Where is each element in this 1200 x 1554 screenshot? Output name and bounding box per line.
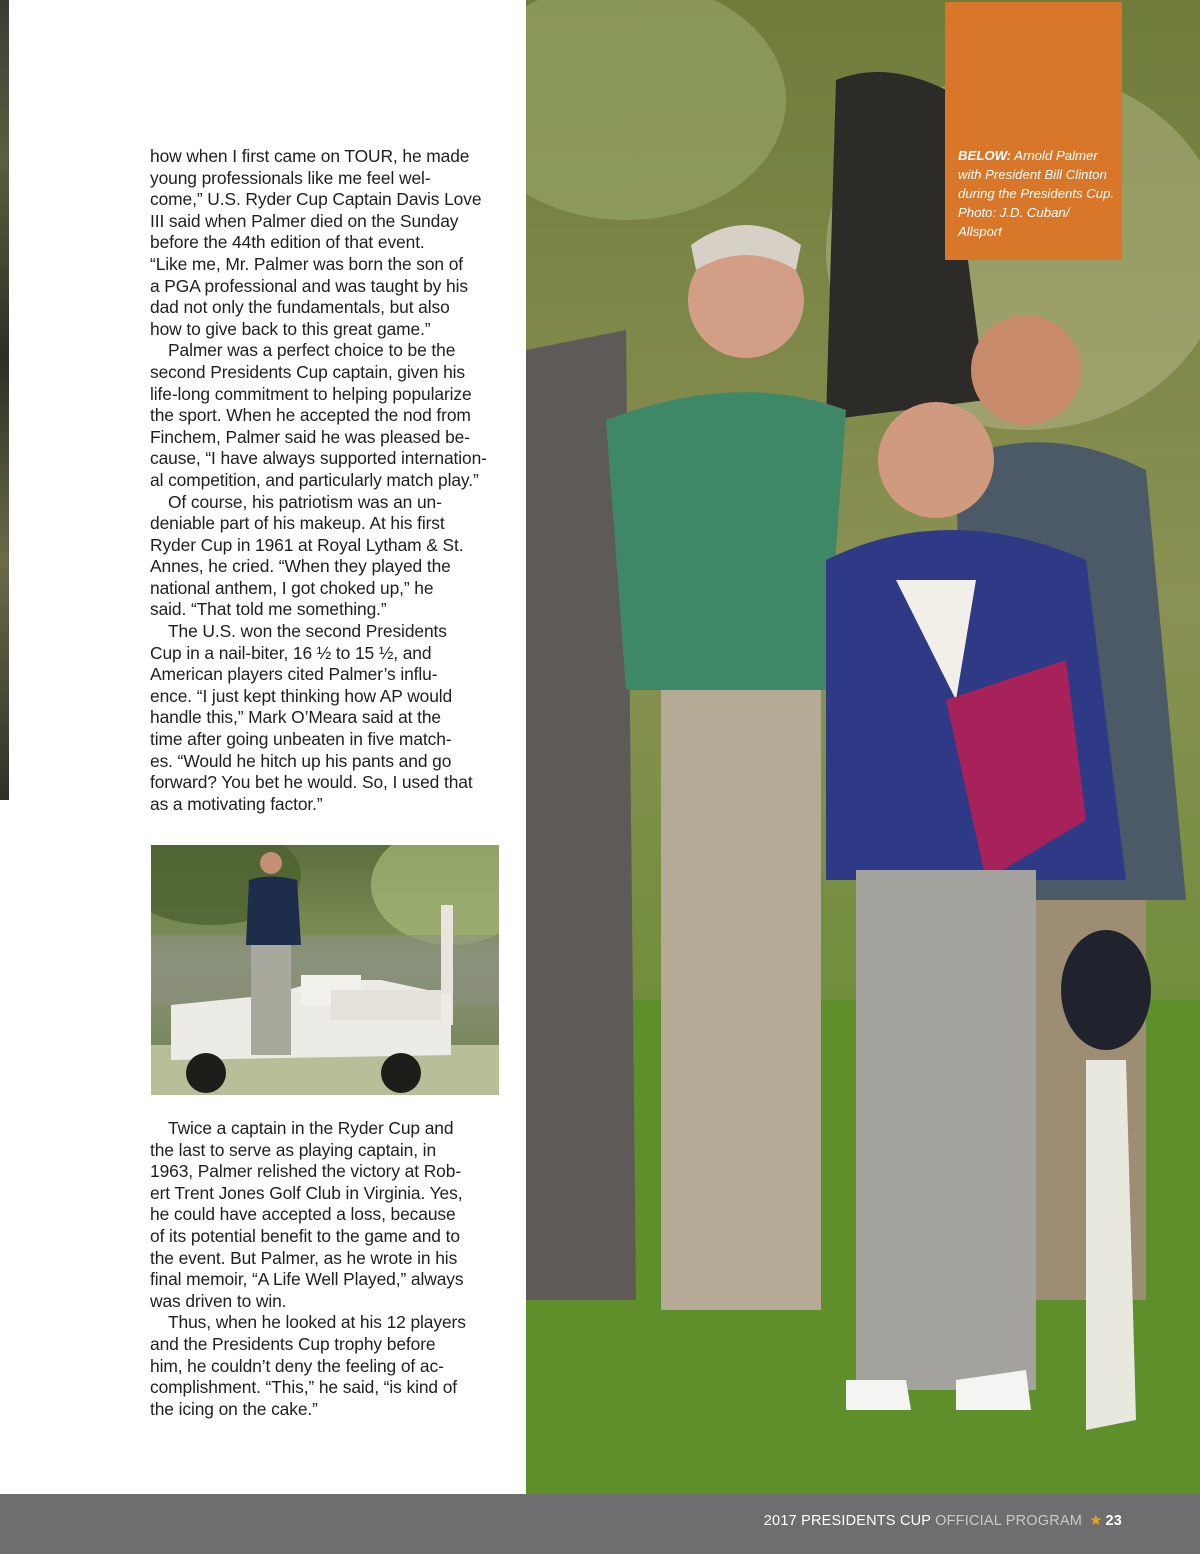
article-paragraph: Twice a captain in the Ryder Cup and the last to serve as playing captain, in 1963, Palmer relished the victory at Rob- ert Trent Jones Golf Club in Virginia. Yes, he could have accepted a loss, because of its potential benefit to the game and to the event. But Palmer, as he wrote in his final memoir, “A Life Well Played,” always was driven to win. [150, 1118, 464, 1311]
article-paragraph: Of course, his patriotism was an un- deniable part of his makeup. At his first Ryder Cup in 1961 at Royal Lytham & St. Annes, he cried. “When they played the national anthem, I got choked up,” he said. “That told me something.” [150, 491, 464, 620]
photo-caption-box [945, 2, 1122, 260]
footer-running-title [764, 1513, 1122, 1529]
article-paragraph: Thus, when he looked at his 12 players and the Presidents Cup trophy before him, he couldn’t deny the feeling of ac- complishment. “This,” he said, “is kind of the icing on the cake.” [150, 1312, 466, 1419]
caption-label: BELOW: [958, 148, 1011, 163]
article-column-top [150, 146, 502, 815]
previous-page-photo-edge [0, 0, 9, 800]
palmer-golf-cart-photo [151, 845, 499, 1095]
page-number: 23 [1105, 1513, 1122, 1529]
footer-subtitle: OFFICIAL PROGRAM [930, 1513, 1083, 1529]
photo-caption [958, 146, 1116, 241]
article-paragraph: how when I first came on TOUR, he made young professionals like me feel wel- come,” U.S. Ryder Cup Captain Davis Love III said when Palmer died on the Sunday before the 44th edition of that event. “Like me, Mr. Palmer was born the son of a PGA professional and was taught by his dad not only the fundamentals, but also how to give back to this great game.” [150, 146, 482, 339]
footer-bar [0, 1494, 1200, 1554]
article-paragraph: The U.S. won the second Presidents Cup in a nail-biter, 16 ½ to 15 ½, and American players cited Palmer’s influ- ence. “I just kept thinking how AP would handle this,” Mark O’Meara said at the time after going unbeaten in five match- es. “Would he hitch up his pants and go forward? You bet he would. So, I used that as a motivating factor.” [150, 621, 473, 814]
footer-title: 2017 PRESIDENTS CUP [763, 1513, 931, 1529]
caption-text: Arnold Palmer with President Bill Clinton during the Presidents Cup. Photo: J.D. Cuban/ Allsport [958, 148, 1115, 239]
article-paragraph: Palmer was a perfect choice to be the second Presidents Cup captain, given his life-long commitment to helping popularize the sport. When he accepted the nod from Finchem, Palmer said he was pleased be- cause, “I have always supported internation- al competition, and particularly match play.” [150, 340, 487, 490]
article-column-bottom [150, 1118, 502, 1420]
star-icon: ★ [1089, 1513, 1103, 1529]
